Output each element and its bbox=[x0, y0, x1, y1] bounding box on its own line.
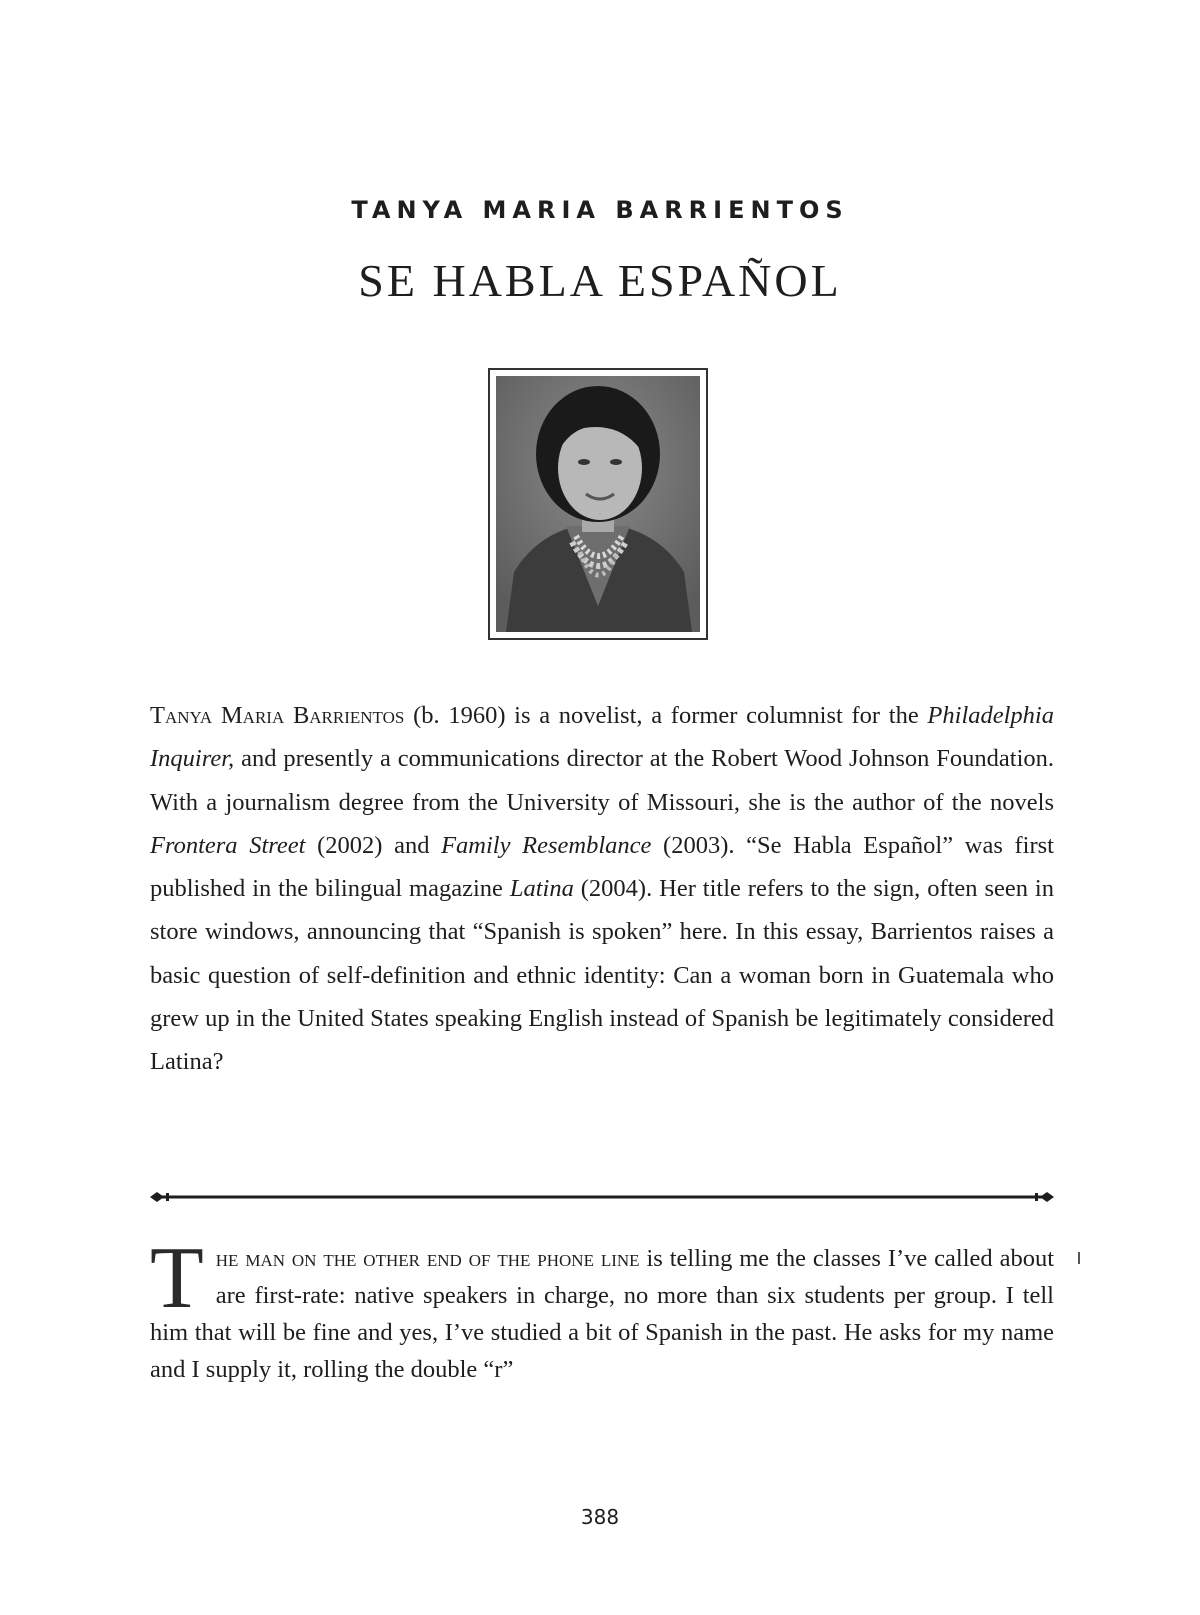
author-bio bbox=[150, 694, 1054, 1084]
bio-text-4: (2003). “Se Habla Español” was first published in the bilingual magazine bbox=[150, 831, 1054, 903]
bio-author-name: Tanya Maria Barrientos bbox=[150, 702, 405, 729]
line-number-marker bbox=[1078, 1252, 1080, 1264]
essay-smallcaps-lead: he man on the other end of the phone line bbox=[215, 1245, 640, 1272]
bio-magazine: Latina bbox=[509, 875, 574, 903]
essay-opening-paragraph bbox=[150, 1230, 1054, 1388]
essay-title: SE HABLA ESPAÑOL bbox=[358, 255, 842, 306]
author-portrait bbox=[488, 368, 708, 640]
essay-text: is telling me the classes I’ve called about are first-rate: native speakers in charge, no more than six students per group. I tell him that will be fine and yes, I’ve studied a bit of Spanish in the past. He asks for my name and I supply it, rolling the double “r” bbox=[150, 1245, 1054, 1383]
bio-text-3: (2002) and bbox=[305, 831, 442, 859]
bio-text-2: and presently a communications director at the Robert Wood Johnson Foundation. With a journalism degree from the University of Missouri, she is the author of the novels bbox=[150, 745, 1054, 816]
author-heading: TANYA MARIA BARRIENTOS bbox=[351, 196, 849, 224]
drop-cap: T bbox=[150, 1230, 204, 1327]
ornamental-divider bbox=[150, 1190, 1054, 1204]
bio-novel-2: Family Resemblance bbox=[441, 831, 652, 859]
bio-newspaper: Philadelphia Inquirer, bbox=[150, 702, 1054, 773]
bio-novel-1: Frontera Street bbox=[150, 831, 306, 859]
page-number: 388 bbox=[580, 1505, 620, 1529]
bio-text-5: (2004). Her title refers to the sign, often seen in store windows, announcing that “Spanish is spoken” here. In this essay, Barrientos raises a basic question of self-definition and ethnic identity: Can a woman born in Guatemala who grew up in the United States speaking English instead of Spanish be legitimately considered Latina? bbox=[150, 875, 1054, 1076]
bio-text-1: (b. 1960) is a novelist, a former columnist for the bbox=[404, 702, 928, 729]
portrait-illustration bbox=[496, 376, 700, 632]
portrait-photo bbox=[496, 376, 700, 632]
